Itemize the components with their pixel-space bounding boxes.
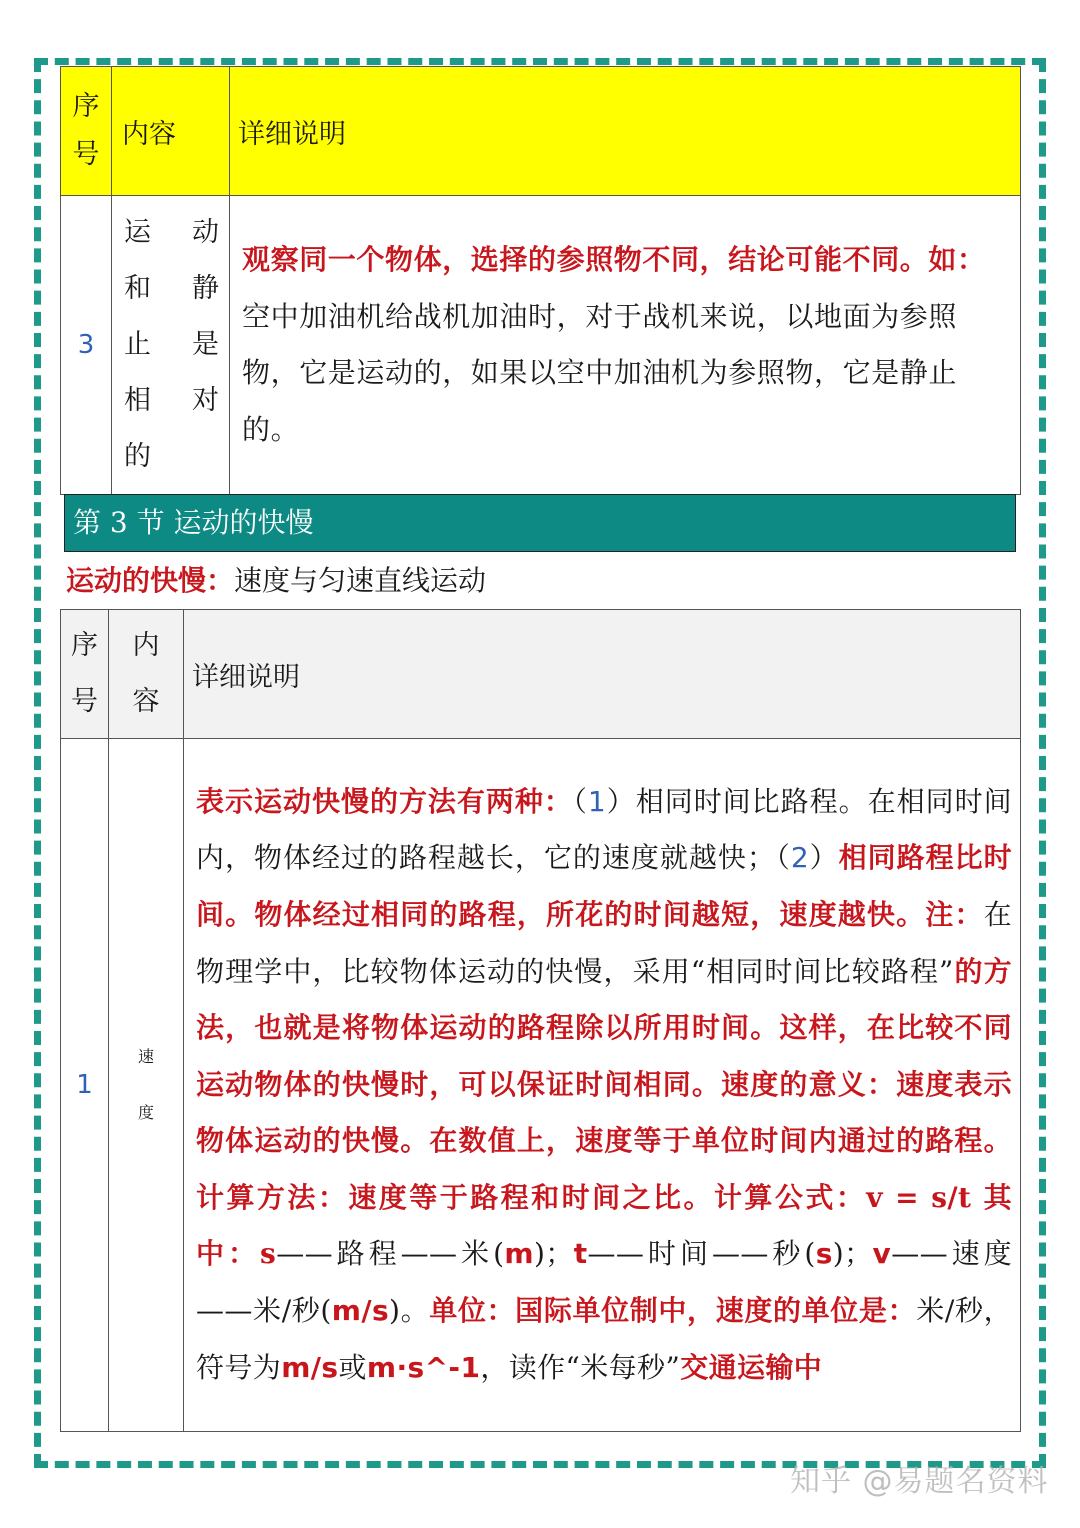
row-topic-cell	[112, 196, 230, 495]
row-number: 1	[61, 739, 109, 1432]
header-detail-cell	[230, 67, 1021, 196]
topic-char: 度	[137, 1103, 154, 1122]
desc-segment: 米/秒，符号为	[196, 1294, 1012, 1384]
watermark: 知乎 @易题名资料	[790, 1464, 1049, 1499]
topic-char: 对	[192, 385, 219, 416]
desc-example-label: 如：	[928, 243, 986, 276]
topic-char: 和	[124, 273, 151, 304]
table2-header-row	[61, 610, 1021, 739]
topic-char: 动	[192, 217, 219, 248]
desc-text: 空中加油机给战机加油时，对于战机来说，以地面为参照物，它是运动的，如果以空中加油机为参照物，它是静止的。	[242, 299, 958, 446]
row-description	[230, 232, 1020, 458]
desc-segment: 的方法，也就是将物体运动的路程除以所用时间。这样，在比较不同运动物体的快慢时，可以保证时间相同。速度的意义：速度表示物体运动的快慢。在数值上，速度等于单位时间内通过的路程。计算方法：速度等于路程和时间之比。计算公式：v = s/t 其中：s	[196, 954, 1012, 1271]
desc-segment: )；	[533, 1237, 574, 1271]
header-serial-cell	[61, 67, 112, 196]
header-detail-label: 详细说明	[192, 661, 300, 693]
row-description-cell	[184, 739, 1021, 1432]
topic-char: 速	[137, 1047, 154, 1066]
desc-segment: ）相同时间比路程。在相同时间内，物体经过的路程越长，它的速度就越快；（	[196, 784, 1013, 875]
desc-segment: v	[872, 1237, 892, 1271]
desc-segment: ——路程——米(	[276, 1237, 505, 1271]
topic-char: 运	[124, 217, 151, 248]
subtitle	[66, 556, 486, 606]
desc-segment: 2	[790, 841, 810, 875]
subtitle-text: 速度与匀速直线运动	[234, 564, 487, 597]
desc-segment: 或	[338, 1350, 367, 1384]
row-description	[184, 774, 1020, 1397]
desc-segment: ，读作“米每秒”	[480, 1350, 681, 1384]
desc-segment: ）	[809, 841, 839, 875]
row-topic	[109, 1029, 183, 1141]
header-serial-cell	[61, 610, 109, 739]
subtitle-label: 运动的快慢：	[66, 564, 235, 597]
desc-segment: 在物理学中，比较物体运动的快慢，采用“相同时间比较路程”	[196, 897, 1012, 988]
row-description-cell	[230, 196, 1021, 495]
topic-char: 是	[192, 329, 219, 360]
topic-char: 静	[192, 273, 219, 304]
header-content-cell	[109, 610, 184, 739]
header-content-char-2: 容	[132, 686, 160, 717]
desc-segment: s	[815, 1237, 833, 1271]
desc-segment: 相同路程比时间。物体经过相同的路程，所花的时间越短，速度越快。注：	[196, 841, 1012, 931]
desc-segment: 1	[587, 784, 607, 818]
table2-row	[61, 739, 1021, 1432]
row-topic-cell	[109, 739, 184, 1432]
table1-row	[61, 196, 1021, 495]
section-title-bar: 第 3 节 运动的快慢	[64, 494, 1016, 552]
desc-segment: m	[504, 1237, 534, 1271]
desc-segment: ——时间——秒(	[587, 1237, 816, 1271]
row-number: 3	[61, 196, 112, 495]
header-serial-char-2: 号	[72, 139, 100, 170]
header-detail-cell	[184, 610, 1021, 739]
topic-char: 止	[124, 329, 151, 360]
desc-segment: ——速度——米/秒(	[196, 1237, 1013, 1328]
desc-segment: m·s^-1	[366, 1350, 481, 1384]
topic-char: 相	[124, 385, 151, 416]
desc-segment: m/s	[281, 1350, 339, 1384]
header-serial-char-2: 号	[71, 686, 98, 717]
header-content-cell	[112, 67, 230, 196]
desc-segment: m/s	[331, 1294, 390, 1328]
topic-char: 的	[124, 441, 151, 472]
desc-segment: t	[573, 1237, 588, 1271]
desc-segment: 单位：国际单位制中，速度的单位是：	[429, 1294, 917, 1328]
knowledge-table-1	[60, 66, 1021, 495]
desc-segment: )。	[389, 1294, 430, 1328]
table1-header-row	[61, 67, 1021, 196]
desc-segment: 表示运动快慢的方法有两种：	[196, 784, 573, 818]
header-content-label: 内容	[122, 118, 176, 150]
row-topic	[112, 205, 229, 485]
desc-segment: )；	[832, 1237, 873, 1271]
header-serial-char-1: 序	[71, 630, 98, 661]
header-content-char-1: 内	[132, 630, 160, 661]
desc-segment: 交通运输中	[680, 1350, 823, 1384]
header-detail-label: 详细说明	[238, 118, 346, 150]
knowledge-table-2	[60, 609, 1021, 1432]
desc-highlight: 观察同一个物体，选择的参照物不同，结论可能不同。	[242, 243, 929, 276]
header-serial-char-1: 序	[72, 91, 100, 122]
desc-segment: （	[572, 784, 588, 818]
